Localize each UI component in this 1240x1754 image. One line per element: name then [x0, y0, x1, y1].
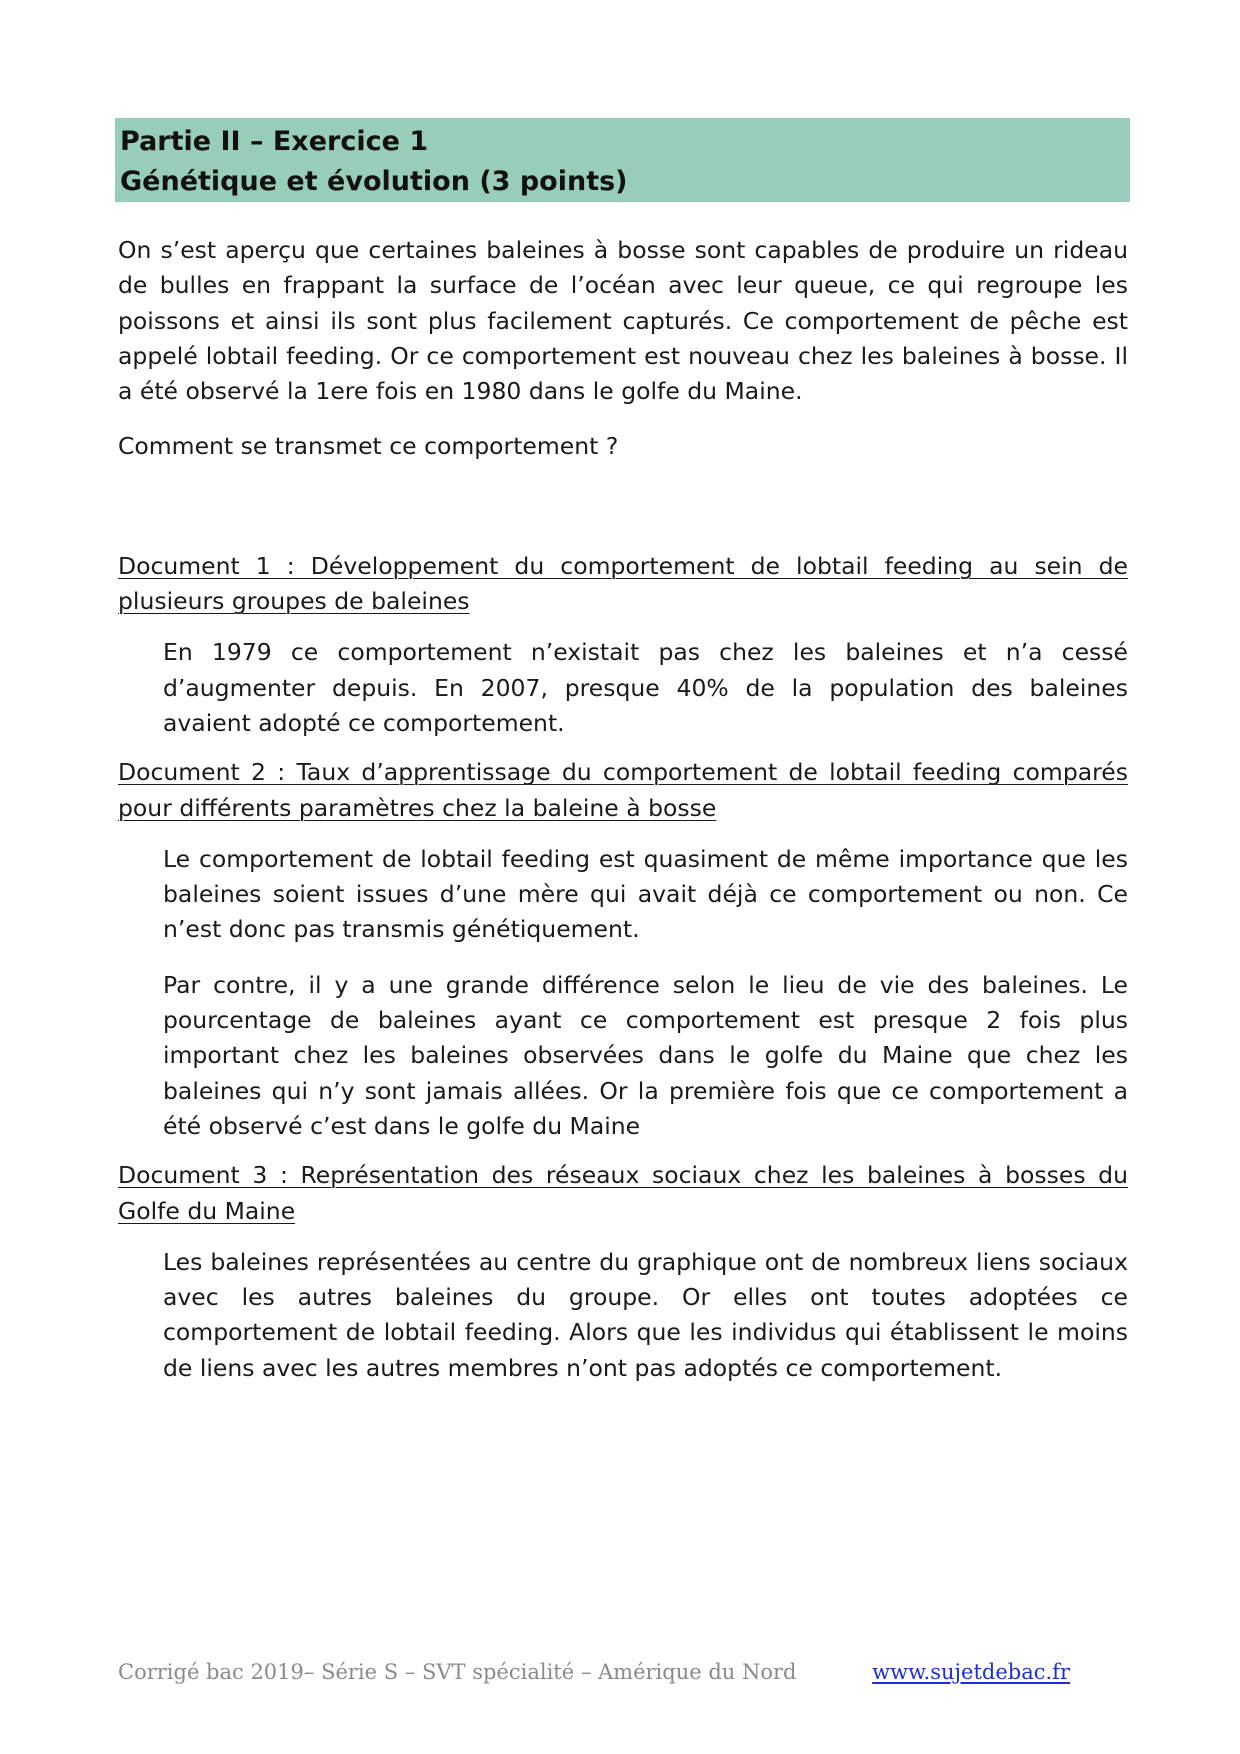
main-content	[118, 233, 1128, 1400]
document-1	[118, 549, 1128, 741]
document-2	[118, 755, 1128, 1144]
document-1-title: Document 1 : Développement du comportement de lobtail feeding au sein de plusieurs groupes de baleines	[118, 551, 1128, 616]
intro-paragraph: On s’est aperçu que certaines baleines à bosse sont capables de produire un rideau de bulles en frappant la surface de l’océan avec leur queue, ce qui regroupe les poissons et ainsi ils sont plus facilement capturés. Ce comportement de pêche est appelé lobtail feeding. Or ce comportement est nouveau chez les baleines à bosse. Il a été observé la 1ere fois en 1980 dans le golfe du Maine.	[118, 236, 1128, 406]
question-text: Comment se transmet ce comportement ?	[118, 432, 619, 461]
document-3-title: Document 3 : Représentation des réseaux sociaux chez les baleines à bosses du Golfe du Maine	[118, 1161, 1128, 1225]
footer-source: Corrigé bac 2019– Série S – SVT spécialité – Amérique du Nord	[118, 1660, 797, 1684]
document-1-text: En 1979 ce comportement n’existait pas chez les baleines et n’a cessé d’augmenter depuis. En 2007, presque 40% de la population des baleines avaient adopté ce comportement.	[163, 638, 1128, 737]
document-2-text-2: Par contre, il y a une grande différence selon le lieu de vie des baleines. Le pourcentage de baleines ayant ce comportement est presque 2 fois plus important chez les baleines observées dans le golfe du Maine que chez les baleines qui n’y sont jamais allées. Or la première fois que ce comportement a été observé c’est dans le golfe du Maine	[163, 970, 1128, 1140]
document-2-text-1: Le comportement de lobtail feeding est quasiment de même importance que les baleines soient issues d’une mère qui avait déjà ce comportement ou non. Ce n’est donc pas transmis génétiquement.	[163, 844, 1128, 944]
document-3-text: Les baleines représentées au centre du graphique ont de nombreux liens sociaux avec les autres baleines du groupe. Or elles ont toutes adoptées ce comportement de lobtail feeding. Alors que les individus qui établissent le moins de liens avec les autres membres n’ont pas adoptés ce comportement.	[163, 1247, 1128, 1382]
footer-link[interactable]: www.sujetdebac.fr	[872, 1660, 1070, 1684]
document-2-title: Document 2 : Taux d’apprentissage du comportement de lobtail feeding comparés pour différents paramètres chez la baleine à bosse	[118, 758, 1128, 822]
exercise-header	[115, 118, 1130, 202]
exercise-part-title: Partie II – Exercice 1	[120, 126, 429, 157]
document-3	[118, 1158, 1128, 1386]
exercise-subject-title: Génétique et évolution (3 points)	[120, 166, 628, 197]
